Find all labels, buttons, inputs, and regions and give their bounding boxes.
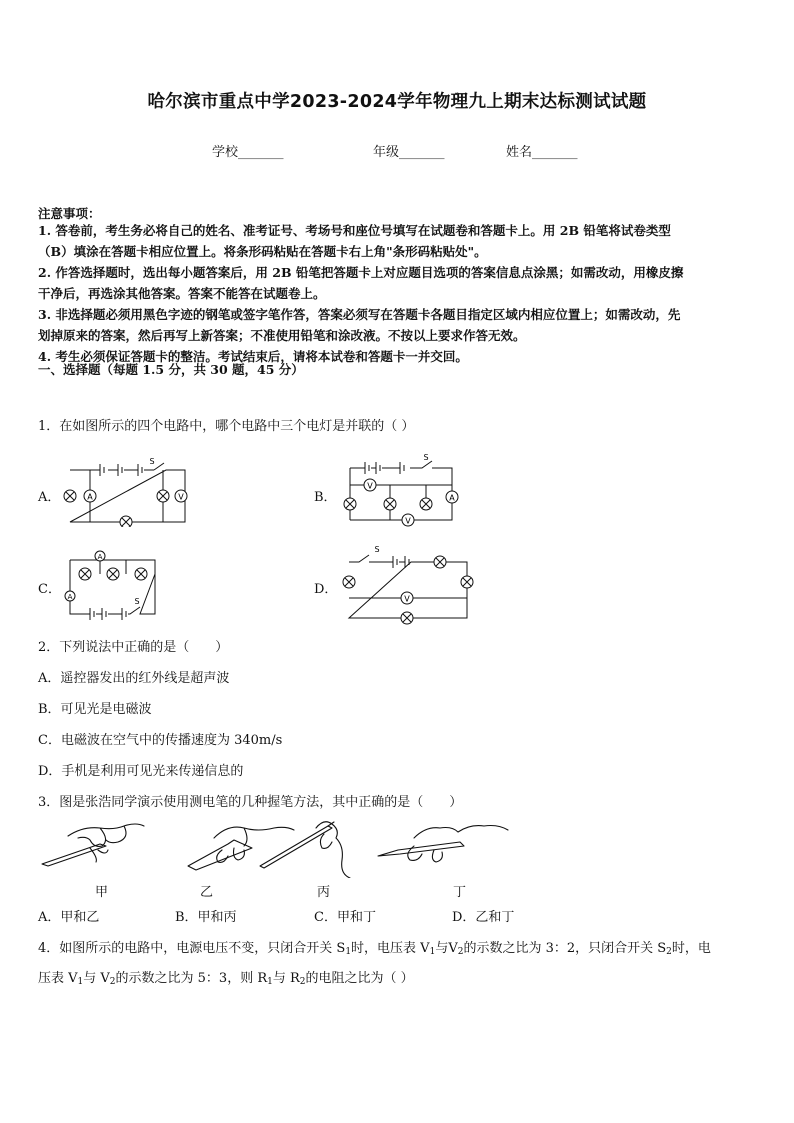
q2-option-d: D．手机是利用可见光来传递信息的 (38, 764, 244, 779)
q1-option-d-label: D． (314, 582, 338, 597)
question-1-stem: 1．在如图所示的四个电路中，哪个电路中三个电灯是并联的（ ） (38, 419, 415, 434)
page-title: 哈尔滨市重点中学2023-2024学年物理九上期末达标测试试题 (147, 92, 647, 112)
circuit-a-diagram (60, 452, 195, 527)
school-field: 学校_______ (212, 145, 284, 160)
q1-option-b-label: B． (314, 490, 337, 505)
voltmeter-label: V (178, 492, 184, 502)
q2-option-c: C．电磁波在空气中的传播速度为 340m/s (38, 733, 283, 748)
circuit-b-diagram (330, 450, 465, 535)
q3-option-d: D．乙和丁 (452, 910, 515, 925)
circuit-c-diagram (60, 546, 170, 621)
note-3a: 3. 非选择题必须用黑色字迹的钢笔或签字笔作答，答案必须写在答题卡各题目指定区域内相应位置上；如需改动，先 (38, 307, 681, 322)
note-1b: （B）填涂在答题卡相应位置上。将条形码粘贴在答题卡右上角"条形码粘贴处"。 (38, 244, 487, 259)
note-3b: 划掉原来的答案，然后再写上新答案；不准使用铅笔和涂改液。不按以上要求作答无效。 (38, 328, 526, 343)
figure-label-bing: 丙 (317, 885, 331, 900)
q1-option-c-label: C． (38, 582, 61, 597)
switch-label: S (374, 545, 380, 554)
note-2b: 干净后，再选涂其他答案。答案不能答在试题卷上。 (38, 286, 326, 301)
figure-label-jia: 甲 (95, 885, 109, 900)
grade-field: 年级_______ (373, 145, 445, 160)
figure-label-yi: 乙 (200, 885, 214, 900)
section-heading: 一、选择题（每题 1.5 分，共 30 题，45 分） (38, 362, 304, 377)
voltmeter-label: V (405, 516, 411, 526)
ammeter-label: A (449, 493, 455, 503)
name-field: 姓名_______ (506, 145, 578, 160)
circuit-d-diagram (335, 540, 480, 628)
q2-option-a: A．遥控器发出的红外线是超声波 (38, 671, 230, 686)
question-4-stem-line-1: 4．如图所示的电路中，电源电压不变，只闭合开关 $S_1$时，电压表 $V_1$与$V_2$的示数之比为 3：2，只闭合开关 $S_2$时，电 (38, 941, 711, 957)
q2-option-b: B．可见光是电磁波 (38, 702, 152, 717)
note-4: 4. 考生必须保证答题卡的整洁。考试结束后，请将本试卷和答题卡一并交回。 (38, 349, 468, 364)
voltmeter-label: V (367, 481, 373, 491)
question-4-stem-line-2: 压表 $V_1$与 $V_2$的示数之比为 5：3，则 $R_1$与 $R_2$的电阻之比为（ ） (38, 971, 414, 987)
q3-option-c: C．甲和丁 (314, 910, 376, 925)
question-2-stem: 2．下列说法中正确的是（ ） (38, 640, 229, 655)
figure-label-ding: 丁 (453, 885, 467, 900)
test-pen-hands-figure (38, 820, 758, 878)
switch-label: S (149, 457, 155, 466)
notes-heading: 注意事项： (38, 206, 101, 221)
q1-option-a-label: A． (38, 490, 61, 505)
switch-label: S (423, 453, 429, 462)
ammeter-label: A (97, 553, 103, 561)
note-1a: 1. 答卷前，考生务必将自己的姓名、准考证号、考场号和座位号填写在试题卷和答题卡上。用 2B 铅笔将试卷类型 (38, 223, 671, 238)
q3-option-b: B．甲和丙 (175, 910, 237, 925)
ammeter-label: A (67, 593, 73, 601)
q3-option-a: A．甲和乙 (38, 910, 100, 925)
ammeter-label: A (87, 492, 93, 502)
note-2a: 2. 作答选择题时，选出每小题答案后，用 2B 铅笔把答题卡上对应题目选项的答案信息点涂黑；如需改动，用橡皮擦 (38, 265, 684, 280)
switch-label: S (134, 597, 140, 606)
voltmeter-label: V (404, 594, 410, 604)
question-3-stem: 3．图是张浩同学演示使用测电笔的几种握笔方法，其中正确的是（ ） (38, 795, 463, 810)
